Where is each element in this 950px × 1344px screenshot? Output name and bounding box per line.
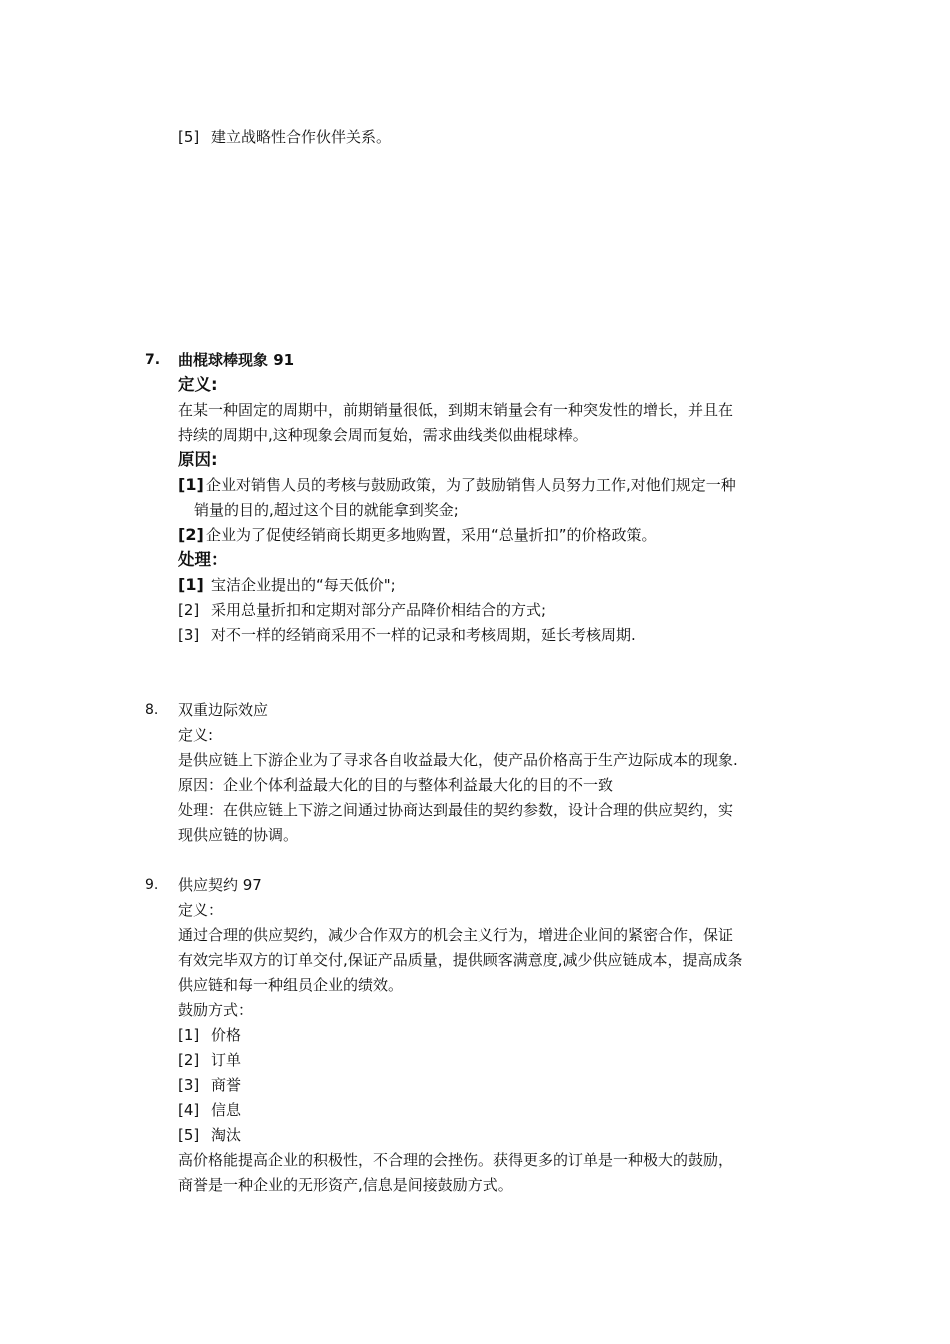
- list-item-text: 建立战略性合作伙伴关系。: [211, 128, 392, 146]
- list-marker: [5]: [178, 1126, 200, 1144]
- section-number: 8.: [145, 702, 159, 718]
- section-title: 双重边际效应: [178, 701, 269, 719]
- list-marker: [5]: [178, 128, 200, 146]
- list-item-text: 对不一样的经销商采用不一样的记录和考核周期，延长考核周期.: [211, 626, 636, 644]
- paragraph-line: 原因：企业个体利益最大化的目的与整体利益最大化的目的不一致: [178, 776, 614, 794]
- section-title: 供应契约 97: [178, 876, 262, 894]
- list-item-text: 价格: [211, 1026, 242, 1044]
- list-item-text: 企业为了促使经销商长期更多地购置，采用“总量折扣”的价格政策。: [206, 526, 657, 544]
- list-marker: [1]: [178, 475, 204, 494]
- paragraph-line: 高价格能提高企业的积极性，不合理的会挫伤。获得更多的订单是一种极大的鼓励，: [178, 1151, 734, 1169]
- section-number: 7.: [145, 352, 161, 368]
- list-marker: [3]: [178, 626, 200, 644]
- list-item-text: 淘汰: [211, 1126, 242, 1144]
- paragraph-line: 商誉是一种企业的无形资产,信息是间接鼓励方式。: [178, 1176, 513, 1194]
- paragraph-line: 通过合理的供应契约，减少合作双方的机会主义行为，增进企业间的紧密合作，保证: [178, 926, 734, 944]
- paragraph-line: 是供应链上下游企业为了寻求各自收益最大化，使产品价格高于生产边际成本的现象.: [178, 751, 738, 769]
- list-item-text: 订单: [211, 1051, 242, 1069]
- list-item-text: 商誉: [211, 1076, 242, 1094]
- paragraph-line: 处理：在供应链上下游之间通过协商达到最佳的契约参数，设计合理的供应契约，实: [178, 801, 734, 819]
- list-marker: [3]: [178, 1076, 200, 1094]
- list-marker: [2]: [178, 601, 200, 619]
- list-marker: [4]: [178, 1101, 200, 1119]
- list-item-text: 销量的目的,超过这个目的就能拿到奖金;: [194, 501, 459, 519]
- list-item-text: 企业对销售人员的考核与鼓励政策，为了鼓励销售人员努力工作,对他们规定一种: [206, 476, 736, 494]
- list-marker: [2]: [178, 1051, 200, 1069]
- paragraph-line: 持续的周期中,这种现象会周而复始，需求曲线类似曲棍球棒。: [178, 426, 588, 444]
- definition-label: 定义:: [178, 375, 218, 394]
- handling-label: 处理：: [178, 550, 228, 569]
- incentive-label: 鼓励方式：: [178, 1001, 254, 1019]
- list-item-text: 宝洁企业提出的“每天低价";: [211, 576, 396, 594]
- paragraph-line: 有效完毕双方的订单交付,保证产品质量，提供顾客满意度,减少供应链成本，提高成条: [178, 951, 743, 969]
- list-item-text: 信息: [211, 1101, 242, 1119]
- definition-label: 定义:: [178, 726, 214, 744]
- section-title: 曲棍球棒现象 91: [178, 351, 295, 369]
- paragraph-line: 在某一种固定的周期中，前期销量很低，到期末销量会有一种突发性的增长，并且在: [178, 401, 734, 419]
- list-marker: [2]: [178, 525, 204, 544]
- list-item-text: 采用总量折扣和定期对部分产品降价相结合的方式;: [211, 601, 547, 619]
- cause-label: 原因:: [178, 450, 218, 469]
- paragraph-line: 供应链和每一种组员企业的绩效。: [178, 976, 404, 994]
- list-marker: [1]: [178, 1026, 200, 1044]
- paragraph-line: 现供应链的协调。: [178, 826, 299, 844]
- definition-label: 定义：: [178, 901, 224, 919]
- list-marker: [1]: [178, 575, 204, 594]
- section-number: 9.: [145, 877, 159, 893]
